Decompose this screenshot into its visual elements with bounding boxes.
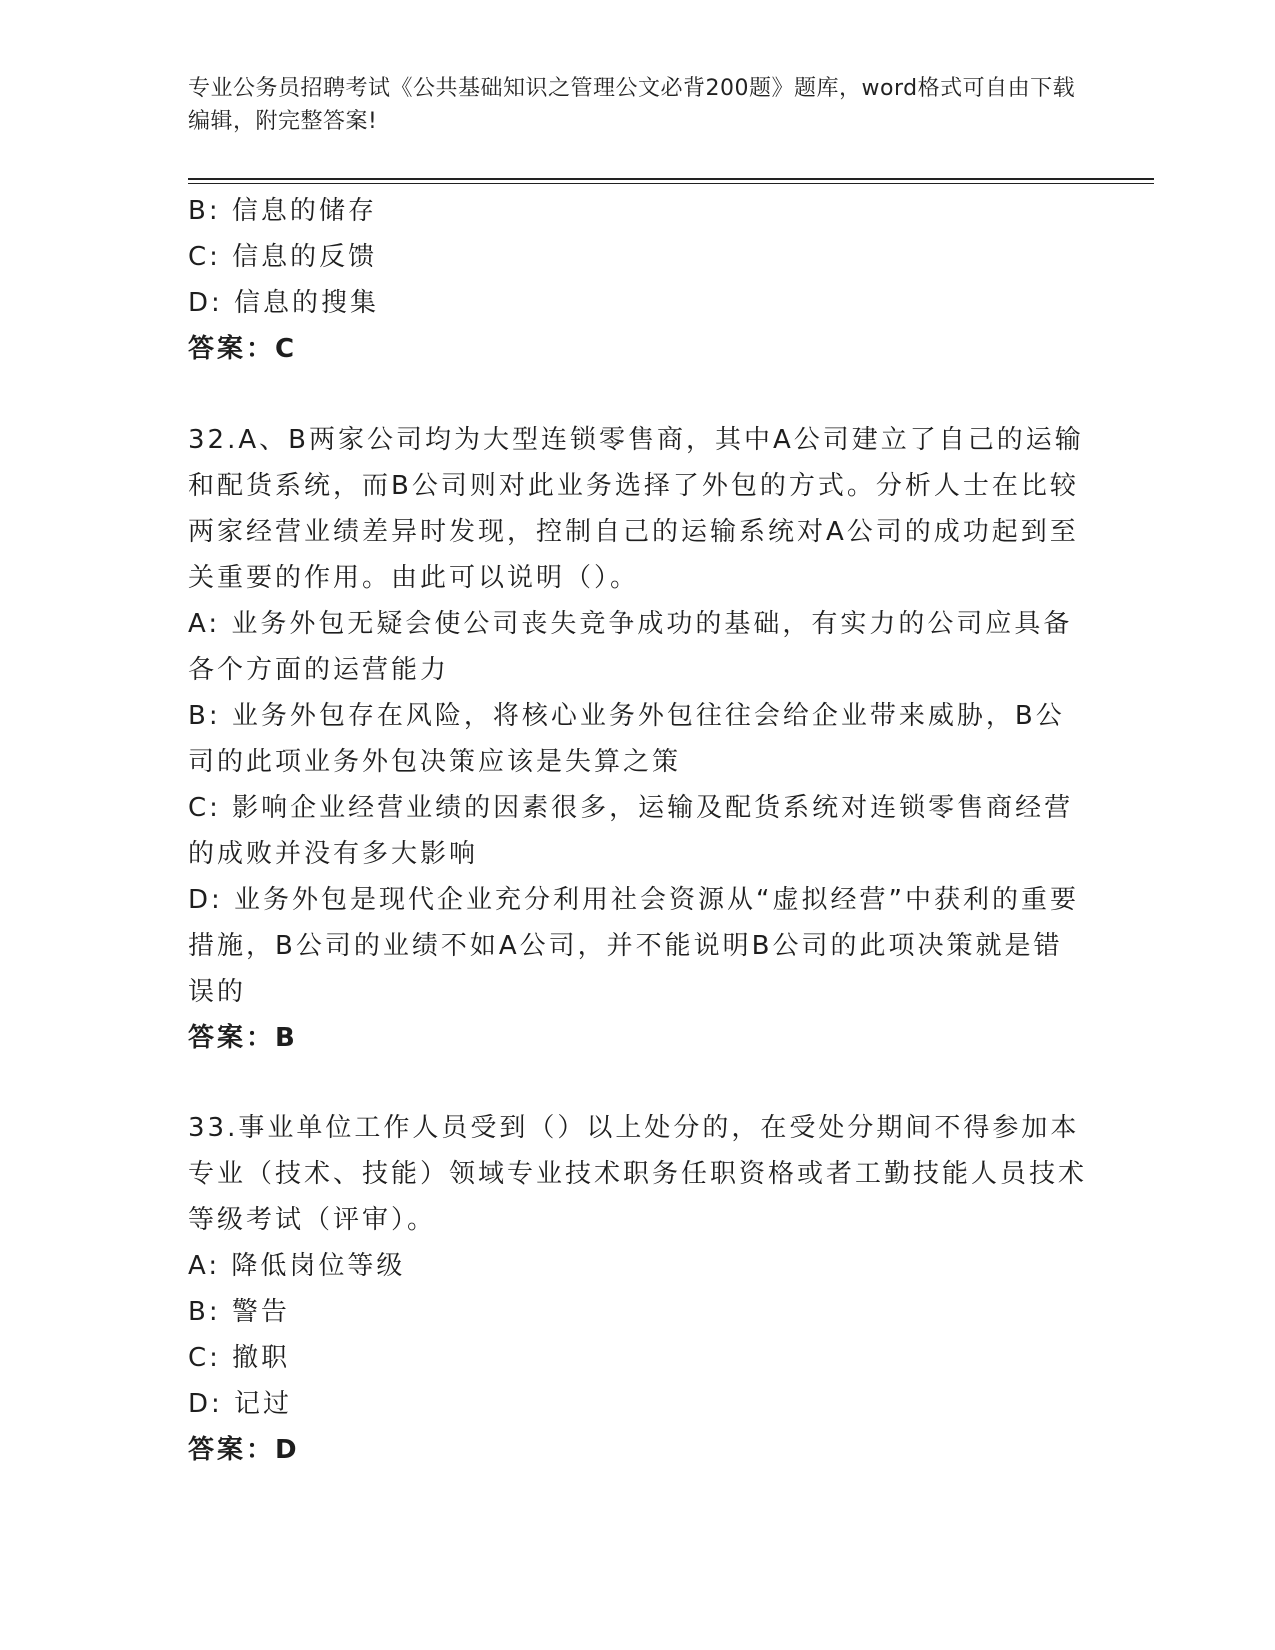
document-header — [188, 72, 1088, 138]
option-d: D: 记过 — [188, 1389, 293, 1419]
header-title: 专业公务员招聘考试《公共基础知识之管理公文必背200题》题库，word格式可自由下载编辑，附完整答案! — [188, 76, 1076, 134]
option-a: A: 业务外包无疑会使公司丧失竞争成功的基础，有实力的公司应具备各个方面的运营能力 — [188, 609, 1073, 685]
option-a: A: 降低岗位等级 — [188, 1251, 406, 1281]
spacer — [188, 1061, 1088, 1105]
option-b: B: 警告 — [188, 1297, 290, 1327]
question-31-tail — [188, 188, 1088, 372]
answer-line: 答案：C — [188, 334, 298, 364]
answer-line: 答案：B — [188, 1023, 298, 1053]
question-stem: 32.A、B两家公司均为大型连锁零售商，其中A公司建立了自己的运输和配货系统，而B公司则对此业务选择了外包的方式。分析人士在比较两家经营业绩差异时发现，控制自己的运输系统对A公司的成功起到至关重要的作用。由此可以说明（）。 — [188, 425, 1084, 593]
question-33 — [188, 1105, 1088, 1473]
document-body — [188, 188, 1088, 1473]
answer-line: 答案：D — [188, 1435, 300, 1465]
option-d: D: 信息的搜集 — [188, 288, 380, 318]
header-divider-thin — [188, 183, 1154, 184]
option-b: B: 业务外包存在风险，将核心业务外包往往会给企业带来威胁，B公司的此项业务外包决策应该是失算之策 — [188, 701, 1065, 777]
option-c: C: 信息的反馈 — [188, 242, 378, 272]
option-c: C: 影响企业经营业绩的因素很多，运输及配货系统对连锁零售商经营的成败并没有多大影响 — [188, 793, 1074, 869]
spacer — [188, 372, 1088, 417]
option-d: D: 业务外包是现代企业充分利用社会资源从“虚拟经营”中获利的重要措施，B公司的业绩不如A公司，并不能说明B公司的此项决策就是错误的 — [188, 885, 1079, 1007]
header-divider — [188, 178, 1154, 180]
option-b: B: 信息的储存 — [188, 196, 377, 226]
question-stem: 33.事业单位工作人员受到（）以上处分的，在受处分期间不得参加本专业（技术、技能）领域专业技术职务任职资格或者工勤技能人员技术等级考试（评审）。 — [188, 1113, 1088, 1235]
question-32 — [188, 417, 1088, 1061]
option-c: C: 撤职 — [188, 1343, 291, 1373]
